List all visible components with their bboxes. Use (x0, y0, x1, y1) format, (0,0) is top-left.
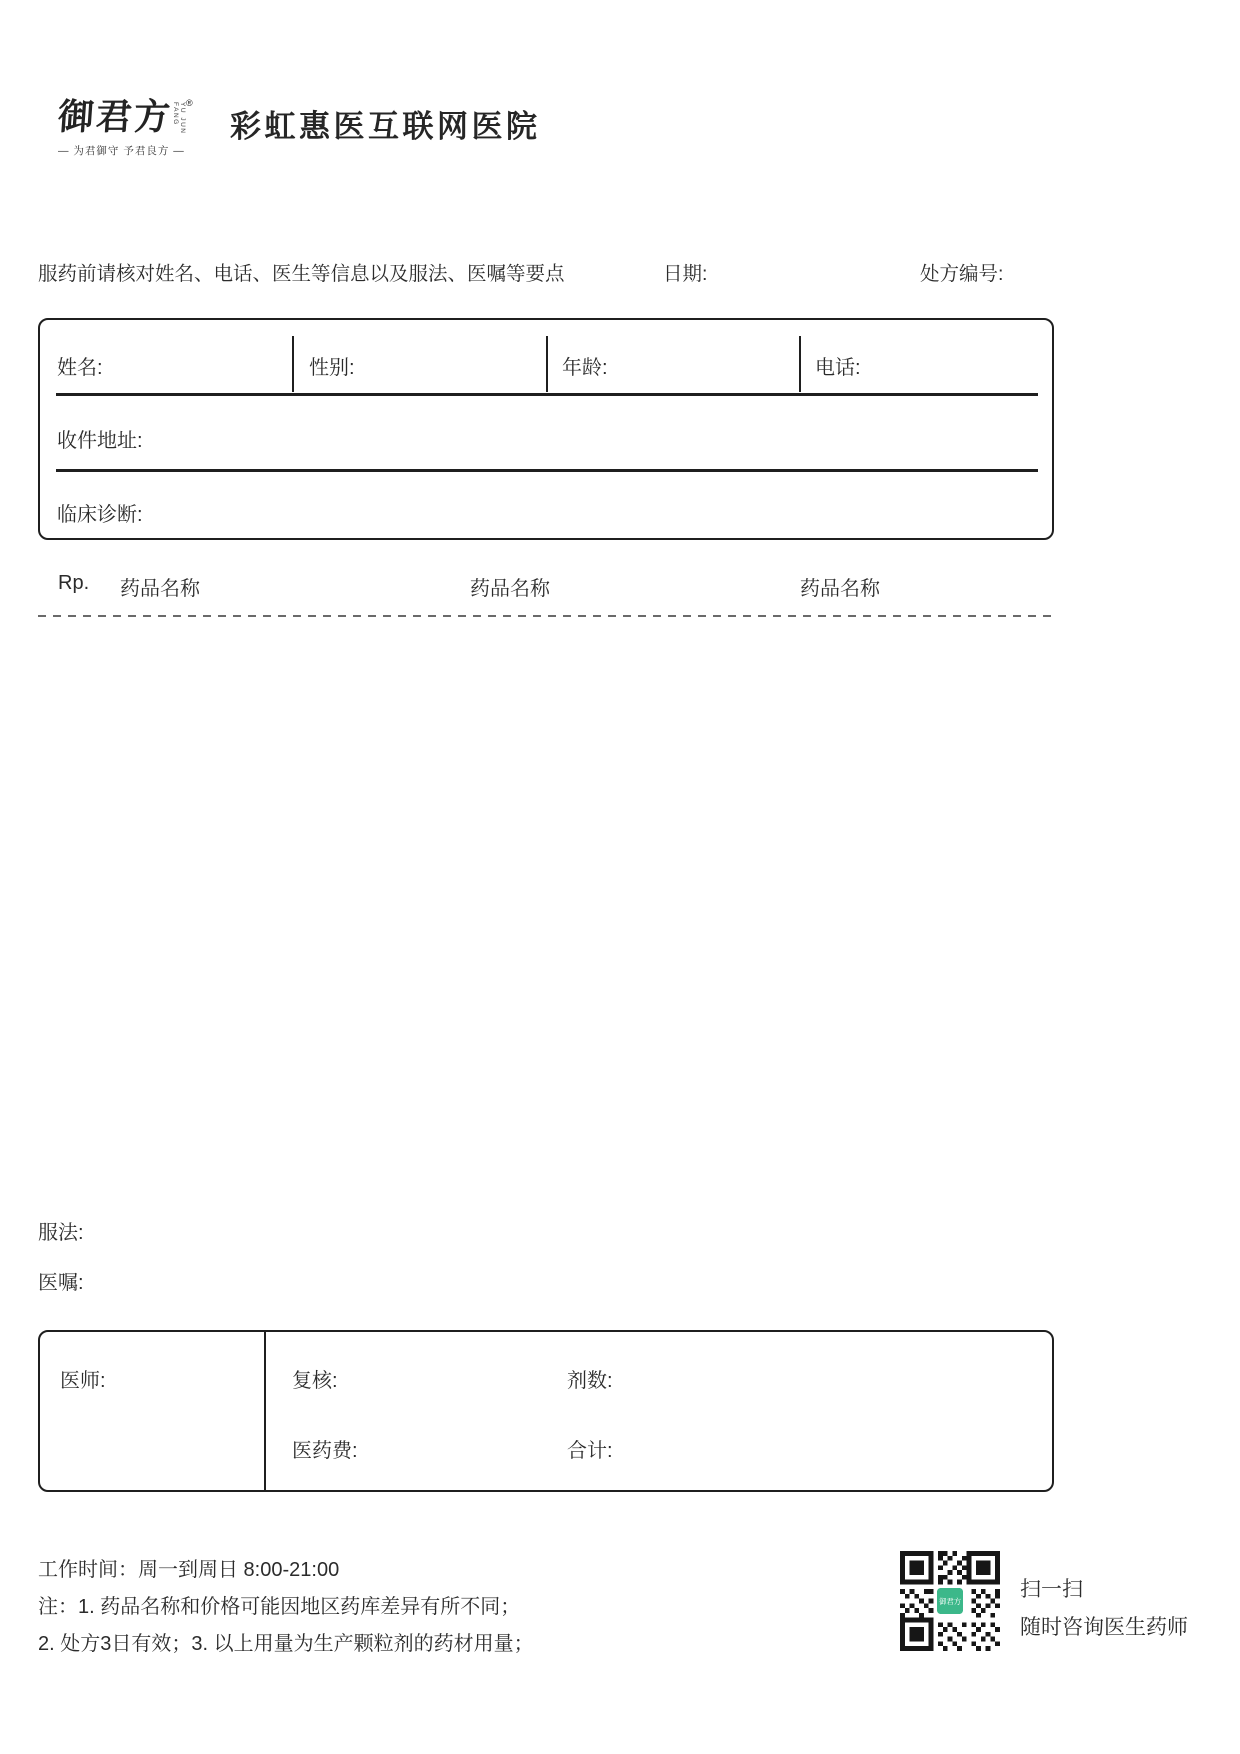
brand-logo (58, 96, 218, 158)
scan-hint: 扫一扫 (1020, 1578, 1083, 1601)
qr-center-logo-text: 御君方 (938, 1596, 962, 1606)
signature-box (38, 1330, 1054, 1492)
rp-header-row (38, 572, 1054, 600)
work-hours: 工作时间：周一到周日 8:00-21:00 (38, 1559, 340, 1581)
note-line-1: 注：1. 药品名称和价格可能因地区药库差异有所不同； (38, 1596, 521, 1618)
qr-finder-bottom-left (900, 1618, 933, 1651)
qr-code (900, 1551, 1000, 1651)
column-divider (292, 336, 294, 392)
drug-name-column-2: 药品名称 (470, 578, 550, 600)
doctor-label: 医师: (60, 1370, 106, 1392)
patient-info-box (38, 318, 1054, 540)
row-divider (56, 469, 1038, 472)
column-divider (546, 336, 548, 392)
hospital-title: 彩虹惠医互联网医院 (230, 109, 541, 144)
drug-name-column-3: 药品名称 (800, 578, 880, 600)
review-label: 复核: (292, 1370, 338, 1392)
dose-count-label: 剂数: (567, 1370, 613, 1392)
qr-finder-top-left (900, 1551, 933, 1584)
dashed-divider (38, 615, 1054, 617)
footer-notes (38, 1552, 534, 1663)
name-label: 姓名: (57, 357, 103, 379)
diagnosis-label: 临床诊断: (57, 504, 143, 526)
total-label: 合计: (567, 1440, 613, 1462)
phone-label: 电话: (815, 357, 861, 379)
column-divider (799, 336, 801, 392)
medicine-fee-label: 医药费: (292, 1440, 358, 1462)
usage-label: 服法: (38, 1222, 84, 1244)
patient-identity-row (40, 320, 1052, 394)
rx-number-label: 处方编号: (920, 263, 1004, 285)
brand-name: 御君方 (56, 96, 174, 138)
drug-name-column-1: 药品名称 (120, 578, 200, 600)
consult-hint: 随时咨询医生药师 (1020, 1616, 1188, 1639)
date-label: 日期: (663, 263, 708, 285)
advice-label: 医嘱: (38, 1272, 84, 1294)
age-label: 年龄: (562, 357, 608, 379)
rp-label: Rp. (58, 572, 90, 594)
note-line-2: 2. 处方3日有效；3. 以上用量为生产颗粒剂的药材用量； (38, 1633, 534, 1655)
address-label: 收件地址: (57, 430, 143, 452)
brand-tagline: — 为君御守 予君良方 — (58, 145, 185, 157)
check-reminder: 服药前请核对姓名、电话、医生等信息以及服法、医嘱等要点 (38, 263, 565, 285)
gender-label: 性别: (309, 357, 355, 379)
qr-finder-top-right (967, 1551, 1000, 1584)
column-divider (264, 1332, 266, 1490)
brand-vertical-text: YU JUN FANG (172, 102, 187, 135)
row-divider (56, 393, 1038, 396)
registered-trademark-icon: ® (186, 98, 193, 108)
